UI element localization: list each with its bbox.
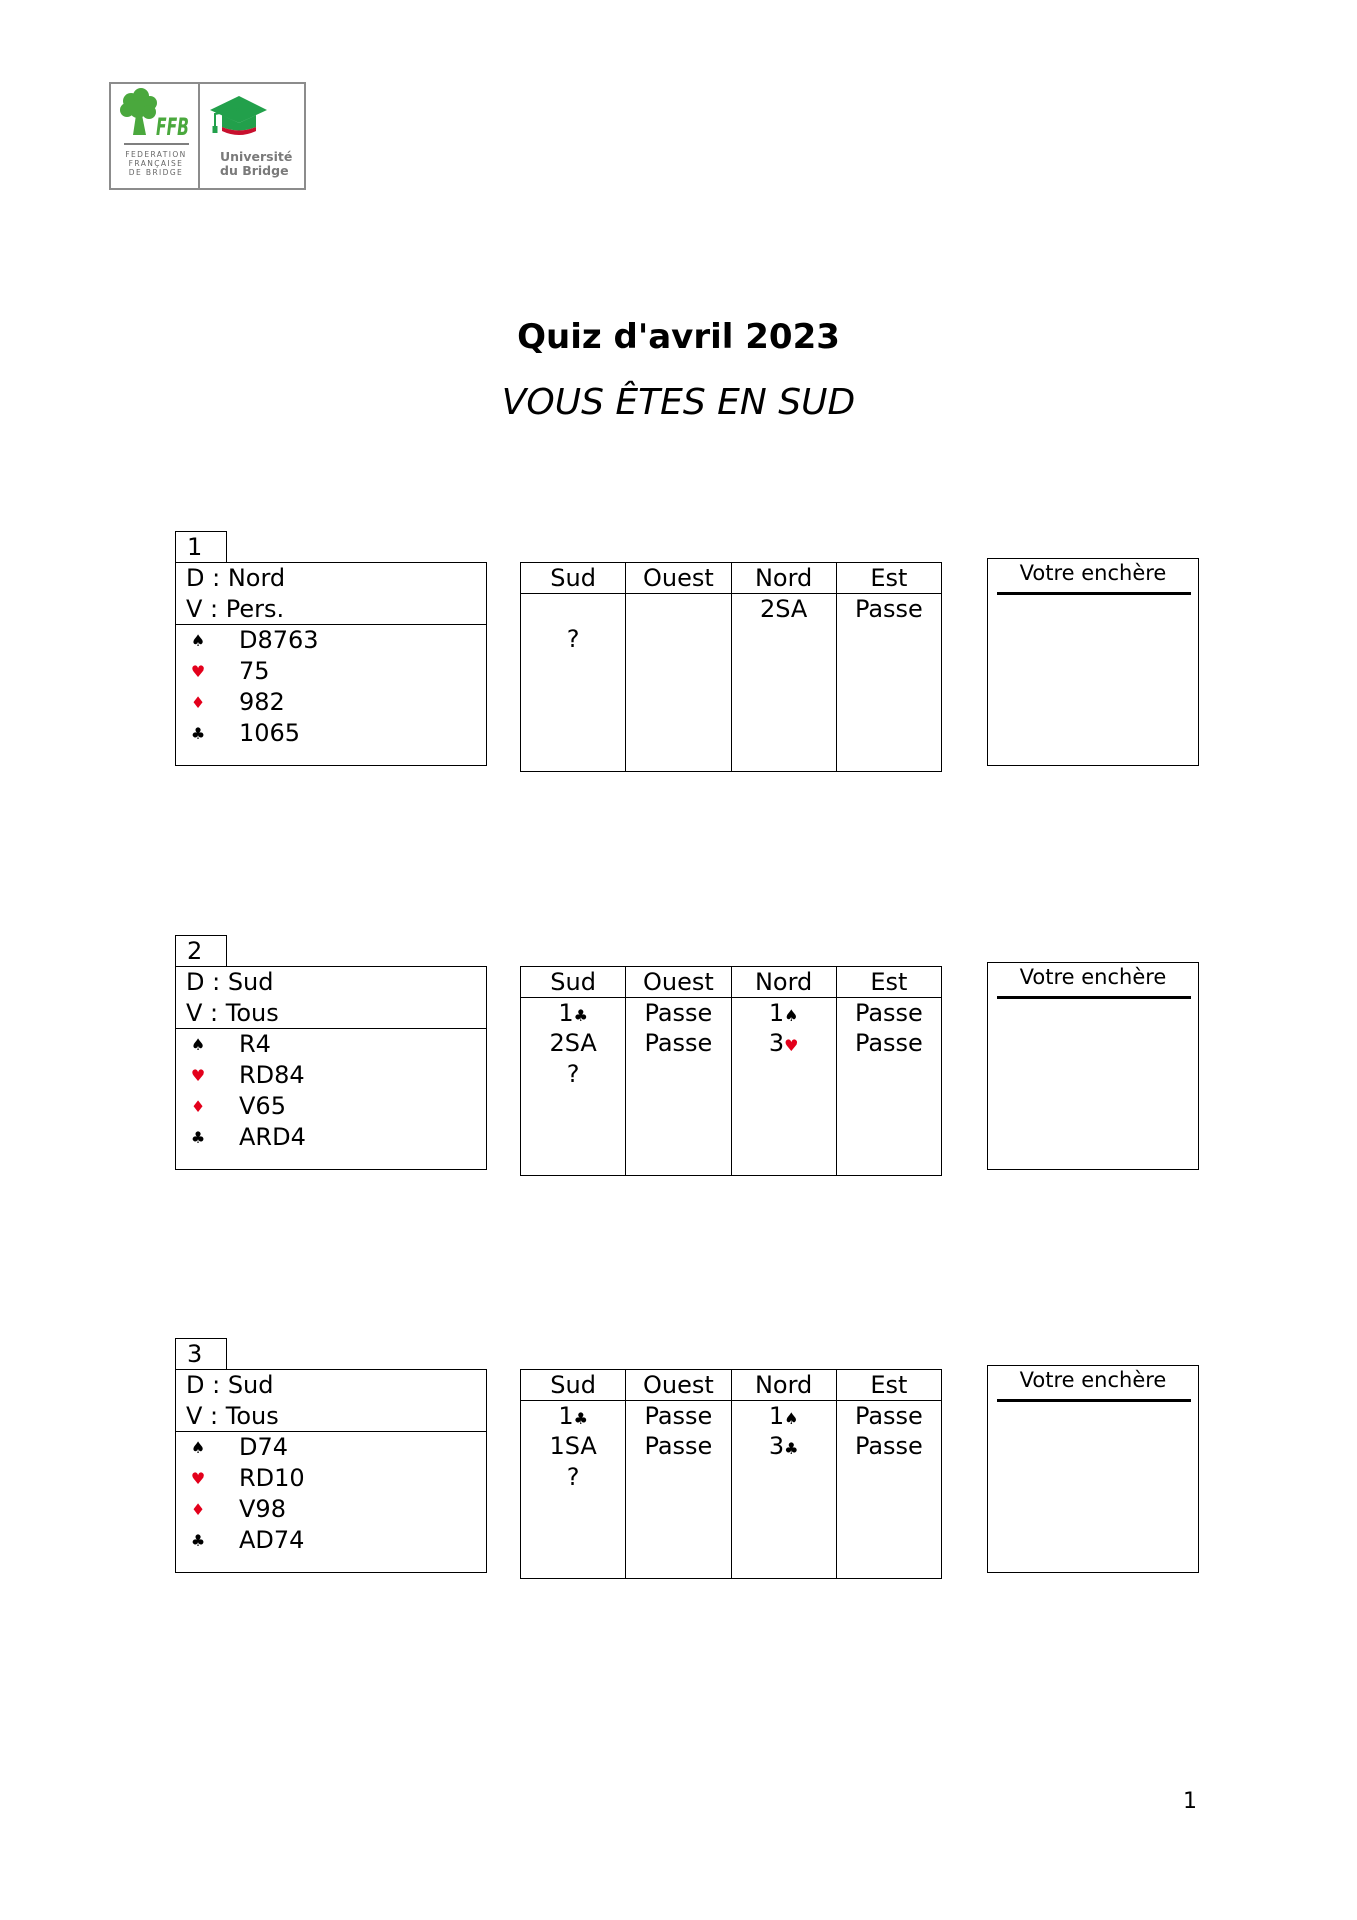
club-icon: ♣	[573, 1005, 588, 1025]
bidding-header: Nord	[732, 1370, 836, 1401]
heart-cards: RD84	[239, 1060, 305, 1089]
universite-line-2: du Bridge	[220, 163, 289, 178]
hand-row-hearts	[176, 1060, 486, 1091]
bidding-column-est	[837, 563, 941, 771]
diamond-icon: ♦	[190, 1499, 206, 1519]
spade-cards: D8763	[239, 625, 319, 654]
club-icon: ♣	[190, 1530, 206, 1550]
hand-row-diamonds	[176, 1091, 486, 1122]
bid	[732, 1462, 836, 1493]
vulnerability-label: V : Tous	[186, 999, 279, 1027]
page-title: Quiz d'avril 2023	[517, 317, 840, 357]
bid	[732, 624, 836, 655]
spade-icon: ♠	[784, 1005, 799, 1025]
bid: ?	[566, 1462, 580, 1491]
answer-label: Votre enchère	[1019, 1368, 1167, 1392]
bid: Passe	[644, 998, 713, 1027]
hand-row-hearts	[176, 1463, 486, 1494]
answer-underline	[997, 592, 1191, 595]
spade-cards: R4	[239, 1029, 271, 1058]
bidding-table	[520, 966, 942, 1176]
hand-row-spades	[176, 625, 486, 656]
bid: 3♥	[768, 1029, 799, 1057]
spade-icon: ♠	[784, 1408, 799, 1428]
hand-row-clubs	[176, 1525, 486, 1556]
logo	[109, 82, 306, 190]
club-icon: ♣	[190, 1127, 206, 1147]
spade-icon: ♠	[190, 1437, 206, 1457]
hand-row-hearts	[176, 656, 486, 687]
bidding-column-nord	[732, 967, 837, 1175]
club-cards: AD74	[239, 1525, 305, 1554]
bidding-column-ouest	[626, 967, 731, 1175]
hand-header	[176, 1370, 486, 1432]
deal-2	[0, 935, 1357, 1185]
hand-header	[176, 563, 486, 625]
bid	[837, 1462, 941, 1493]
bid: Passe	[644, 1401, 713, 1430]
hand-header	[176, 967, 486, 1029]
deal-number: 1	[175, 531, 227, 563]
bidding-header: Nord	[732, 563, 836, 594]
bidding-header: Ouest	[626, 1370, 730, 1401]
bid	[626, 1059, 730, 1090]
bid: 1SA	[549, 1432, 597, 1460]
bid: 1♣	[558, 1401, 588, 1430]
bid: Passe	[644, 1432, 713, 1460]
bid	[521, 594, 625, 625]
bidding-header: Ouest	[626, 967, 730, 998]
diamond-cards: V65	[239, 1091, 286, 1120]
hand-row-spades	[176, 1029, 486, 1060]
hand-row-spades	[176, 1432, 486, 1463]
bidding-header: Est	[837, 967, 941, 998]
bid: 3♣	[768, 1432, 799, 1460]
heart-cards: 75	[239, 656, 270, 685]
bid: ?	[566, 1059, 580, 1088]
diamond-cards: 982	[239, 687, 285, 716]
bidding-column-est	[837, 1370, 941, 1578]
bidding-header: Sud	[521, 563, 625, 594]
bid: Passe	[644, 1029, 713, 1057]
bid	[626, 624, 730, 655]
diamond-cards: V98	[239, 1494, 286, 1523]
bid	[837, 1059, 941, 1090]
bidding-header: Est	[837, 563, 941, 594]
bid: Passe	[854, 998, 923, 1027]
heart-icon: ♥	[190, 661, 206, 681]
heart-icon: ♥	[190, 1065, 206, 1085]
bid	[732, 1059, 836, 1090]
bidding-header: Ouest	[626, 563, 730, 594]
spade-icon: ♠	[190, 630, 206, 650]
bidding-header: Nord	[732, 967, 836, 998]
answer-underline	[997, 996, 1191, 999]
answer-underline	[997, 1399, 1191, 1402]
universite-line-1: Université	[220, 149, 293, 164]
bidding-header: Sud	[521, 967, 625, 998]
bidding-column-sud	[521, 563, 626, 771]
heart-icon: ♥	[190, 1468, 206, 1488]
bid	[626, 594, 730, 625]
diamond-icon: ♦	[190, 692, 206, 712]
federation-line-1: FEDERATION	[125, 150, 187, 159]
heart-icon: ♥	[784, 1036, 799, 1055]
bidding-column-sud	[521, 967, 626, 1175]
ffb-logo-text: FFB	[156, 113, 189, 141]
dealer-label: D : Sud	[186, 1371, 274, 1399]
bidding-column-sud	[521, 1370, 626, 1578]
heart-cards: RD10	[239, 1463, 305, 1492]
answer-label: Votre enchère	[1019, 965, 1167, 989]
hand-row-diamonds	[176, 1494, 486, 1525]
club-icon: ♣	[190, 723, 206, 743]
hand-row-clubs	[176, 1122, 486, 1153]
vulnerability-label: V : Tous	[186, 1402, 279, 1430]
hand-row-clubs	[176, 718, 486, 749]
bid: Passe	[854, 1432, 923, 1460]
hand-box	[175, 1369, 487, 1573]
club-cards: ARD4	[239, 1122, 306, 1151]
bid: ?	[566, 625, 580, 653]
answer-label: Votre enchère	[1019, 561, 1167, 585]
deal-number: 2	[175, 935, 227, 967]
bid: 1♣	[558, 998, 588, 1027]
answer-box	[987, 558, 1199, 766]
deal-number: 3	[175, 1338, 227, 1370]
federation-line-2: FRANÇAISE	[128, 159, 184, 168]
dealer-label: D : Sud	[186, 968, 274, 996]
page-subtitle: VOUS ÊTES EN SUD	[501, 382, 856, 423]
bid: 1♠	[768, 1401, 799, 1430]
dealer-label: D : Nord	[186, 564, 286, 592]
hand-box	[175, 966, 487, 1170]
bidding-column-ouest	[626, 563, 731, 771]
bidding-column-nord	[732, 1370, 837, 1578]
bid: Passe	[854, 1401, 923, 1430]
answer-box	[987, 962, 1199, 1170]
hand-box	[175, 562, 487, 766]
bid: Passe	[854, 1029, 923, 1057]
hand-row-diamonds	[176, 687, 486, 718]
bid: Passe	[854, 594, 923, 623]
bid	[837, 624, 941, 655]
answer-box	[987, 1365, 1199, 1573]
bid: 2SA	[759, 594, 808, 623]
bidding-column-ouest	[626, 1370, 731, 1578]
bid	[626, 1462, 730, 1493]
federation-line-3: DE BRIDGE	[128, 168, 184, 177]
club-icon: ♣	[784, 1439, 799, 1458]
bidding-header: Est	[837, 1370, 941, 1401]
deal-1	[0, 531, 1357, 781]
page-number: 1	[1183, 1789, 1197, 1814]
vulnerability-label: V : Pers.	[186, 595, 285, 623]
club-icon: ♣	[573, 1408, 588, 1428]
bidding-table	[520, 1369, 942, 1579]
bid: 2SA	[549, 1029, 597, 1057]
bidding-header: Sud	[521, 1370, 625, 1401]
deal-3	[0, 1338, 1357, 1588]
spade-cards: D74	[239, 1432, 289, 1461]
spade-icon: ♠	[190, 1034, 206, 1054]
bidding-column-nord	[732, 563, 837, 771]
bid: 1♠	[768, 998, 799, 1027]
club-cards: 1065	[239, 718, 301, 747]
diamond-icon: ♦	[190, 1096, 206, 1116]
bidding-table	[520, 562, 942, 772]
bidding-column-est	[837, 967, 941, 1175]
